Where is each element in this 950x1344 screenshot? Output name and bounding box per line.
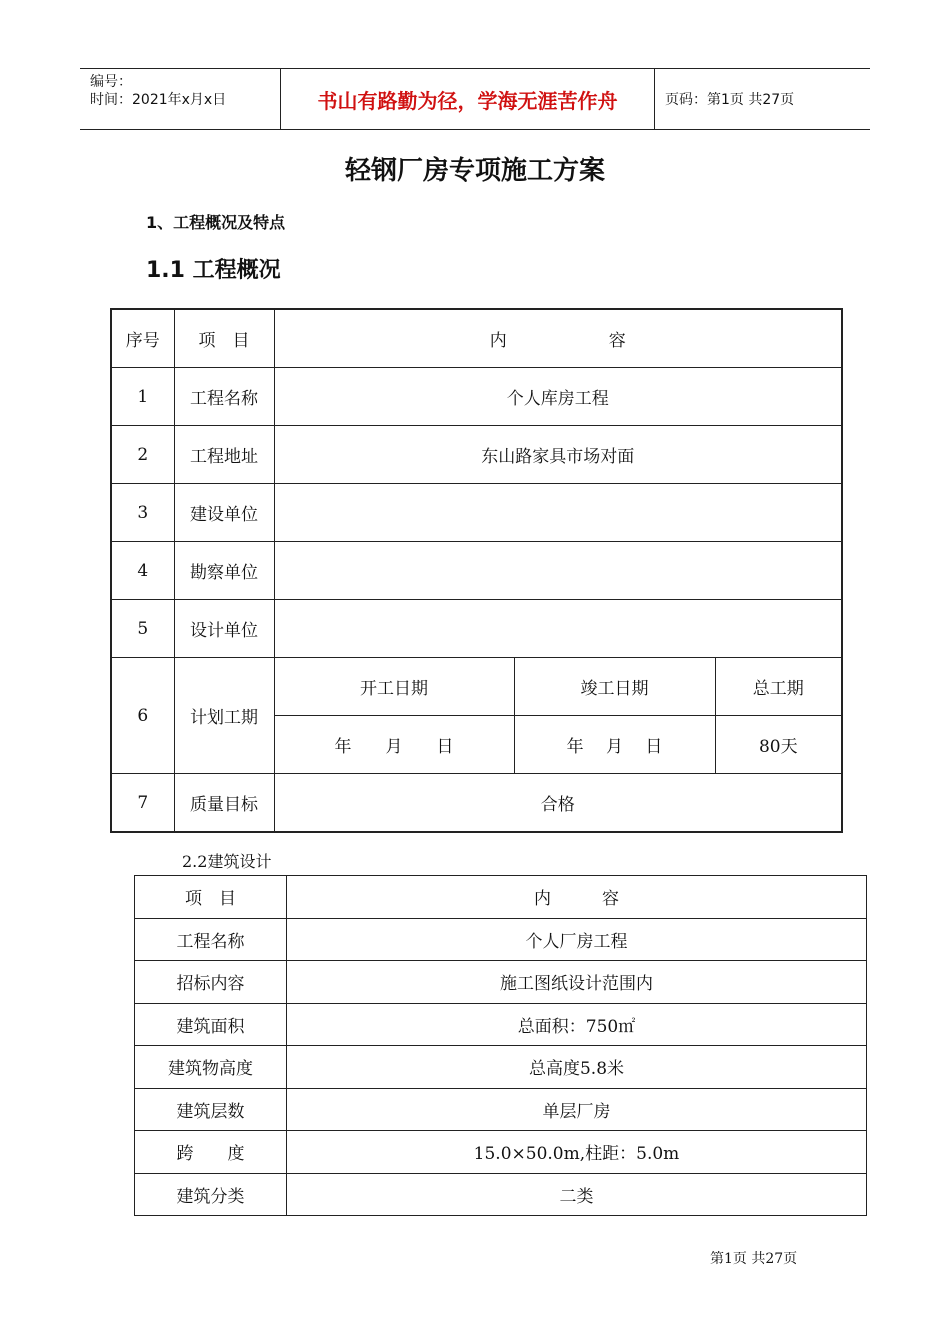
row-item: 质量目标 xyxy=(174,774,274,833)
row-no: 7 xyxy=(111,774,174,833)
header-page-info: 页码：第1页 共27页 xyxy=(665,92,795,108)
header-item: 项 目 xyxy=(135,876,287,919)
page-footer: 第1页 共27页 xyxy=(710,1251,798,1267)
row-content: 总高度5.8米 xyxy=(287,1046,867,1089)
row-item: 计划工期 xyxy=(174,658,274,774)
table-row xyxy=(111,600,842,658)
row-item: 招标内容 xyxy=(135,961,287,1004)
row-item: 建筑物高度 xyxy=(135,1046,287,1089)
table-row xyxy=(111,774,842,833)
date-label: 时间：2021年x月x日 xyxy=(90,92,227,108)
row-content: 个人厂房工程 xyxy=(287,918,867,961)
end-date-label: 竣工日期 xyxy=(514,658,715,716)
row-no: 3 xyxy=(111,484,174,542)
table-row xyxy=(111,484,842,542)
row-content: 合格 xyxy=(274,774,842,833)
row-no: 5 xyxy=(111,600,174,658)
row-item: 工程名称 xyxy=(174,368,274,426)
header-meta-cell xyxy=(80,69,281,129)
row-no: 6 xyxy=(111,658,174,774)
page-header xyxy=(80,68,870,130)
table-row xyxy=(135,1088,867,1131)
row-content: 个人库房工程 xyxy=(274,368,842,426)
row-content xyxy=(274,600,842,658)
table-row xyxy=(135,1131,867,1174)
table-row xyxy=(135,961,867,1004)
row-item: 工程名称 xyxy=(135,918,287,961)
row-item: 建筑面积 xyxy=(135,1003,287,1046)
table-row xyxy=(111,658,842,716)
row-content: 东山路家具市场对面 xyxy=(274,426,842,484)
row-no: 1 xyxy=(111,368,174,426)
row-content: 15.0×50.0m,柱距：5.0m xyxy=(287,1131,867,1174)
table-row xyxy=(135,1173,867,1216)
section-heading-1: 1、工程概况及特点 xyxy=(146,213,286,232)
row-content: 总面积：750㎡ xyxy=(287,1003,867,1046)
header-motto: 书山有路勤为径，学海无涯苦作舟 xyxy=(281,69,655,129)
section-heading-2-2: 2.2建筑设计 xyxy=(182,852,272,871)
row-item: 工程地址 xyxy=(174,426,274,484)
row-item: 跨 度 xyxy=(135,1131,287,1174)
header-item: 项 目 xyxy=(174,309,274,368)
row-item: 建设单位 xyxy=(174,484,274,542)
row-content: 二类 xyxy=(287,1173,867,1216)
total-duration-value: 80天 xyxy=(715,716,842,774)
row-item: 建筑层数 xyxy=(135,1088,287,1131)
row-content xyxy=(274,484,842,542)
document-title: 轻钢厂房专项施工方案 xyxy=(344,156,605,186)
start-date-label: 开工日期 xyxy=(274,658,514,716)
table-row xyxy=(135,1003,867,1046)
header-no: 序号 xyxy=(111,309,174,368)
header-content: 内 容 xyxy=(274,309,842,368)
table-row xyxy=(111,542,842,600)
building-design-table xyxy=(134,875,867,1216)
row-item: 设计单位 xyxy=(174,600,274,658)
row-content: 单层厂房 xyxy=(287,1088,867,1131)
table-header-row xyxy=(135,876,867,919)
header-content: 内 容 xyxy=(287,876,867,919)
row-content: 施工图纸设计范围内 xyxy=(287,961,867,1004)
section-heading-1-1: 1.1 工程概况 xyxy=(146,258,281,283)
row-no: 2 xyxy=(111,426,174,484)
row-no: 4 xyxy=(111,542,174,600)
table-header-row xyxy=(111,309,842,368)
total-duration-label: 总工期 xyxy=(715,658,842,716)
project-overview-table xyxy=(110,308,843,833)
table-row xyxy=(111,368,842,426)
number-label: 编号： xyxy=(90,74,132,90)
table-row xyxy=(111,426,842,484)
table-row xyxy=(135,1046,867,1089)
end-date-value: 年 月 日 xyxy=(514,716,715,774)
row-item: 建筑分类 xyxy=(135,1173,287,1216)
start-date-value: 年 月 日 xyxy=(274,716,514,774)
row-item: 勘察单位 xyxy=(174,542,274,600)
table-row xyxy=(135,918,867,961)
row-content xyxy=(274,542,842,600)
